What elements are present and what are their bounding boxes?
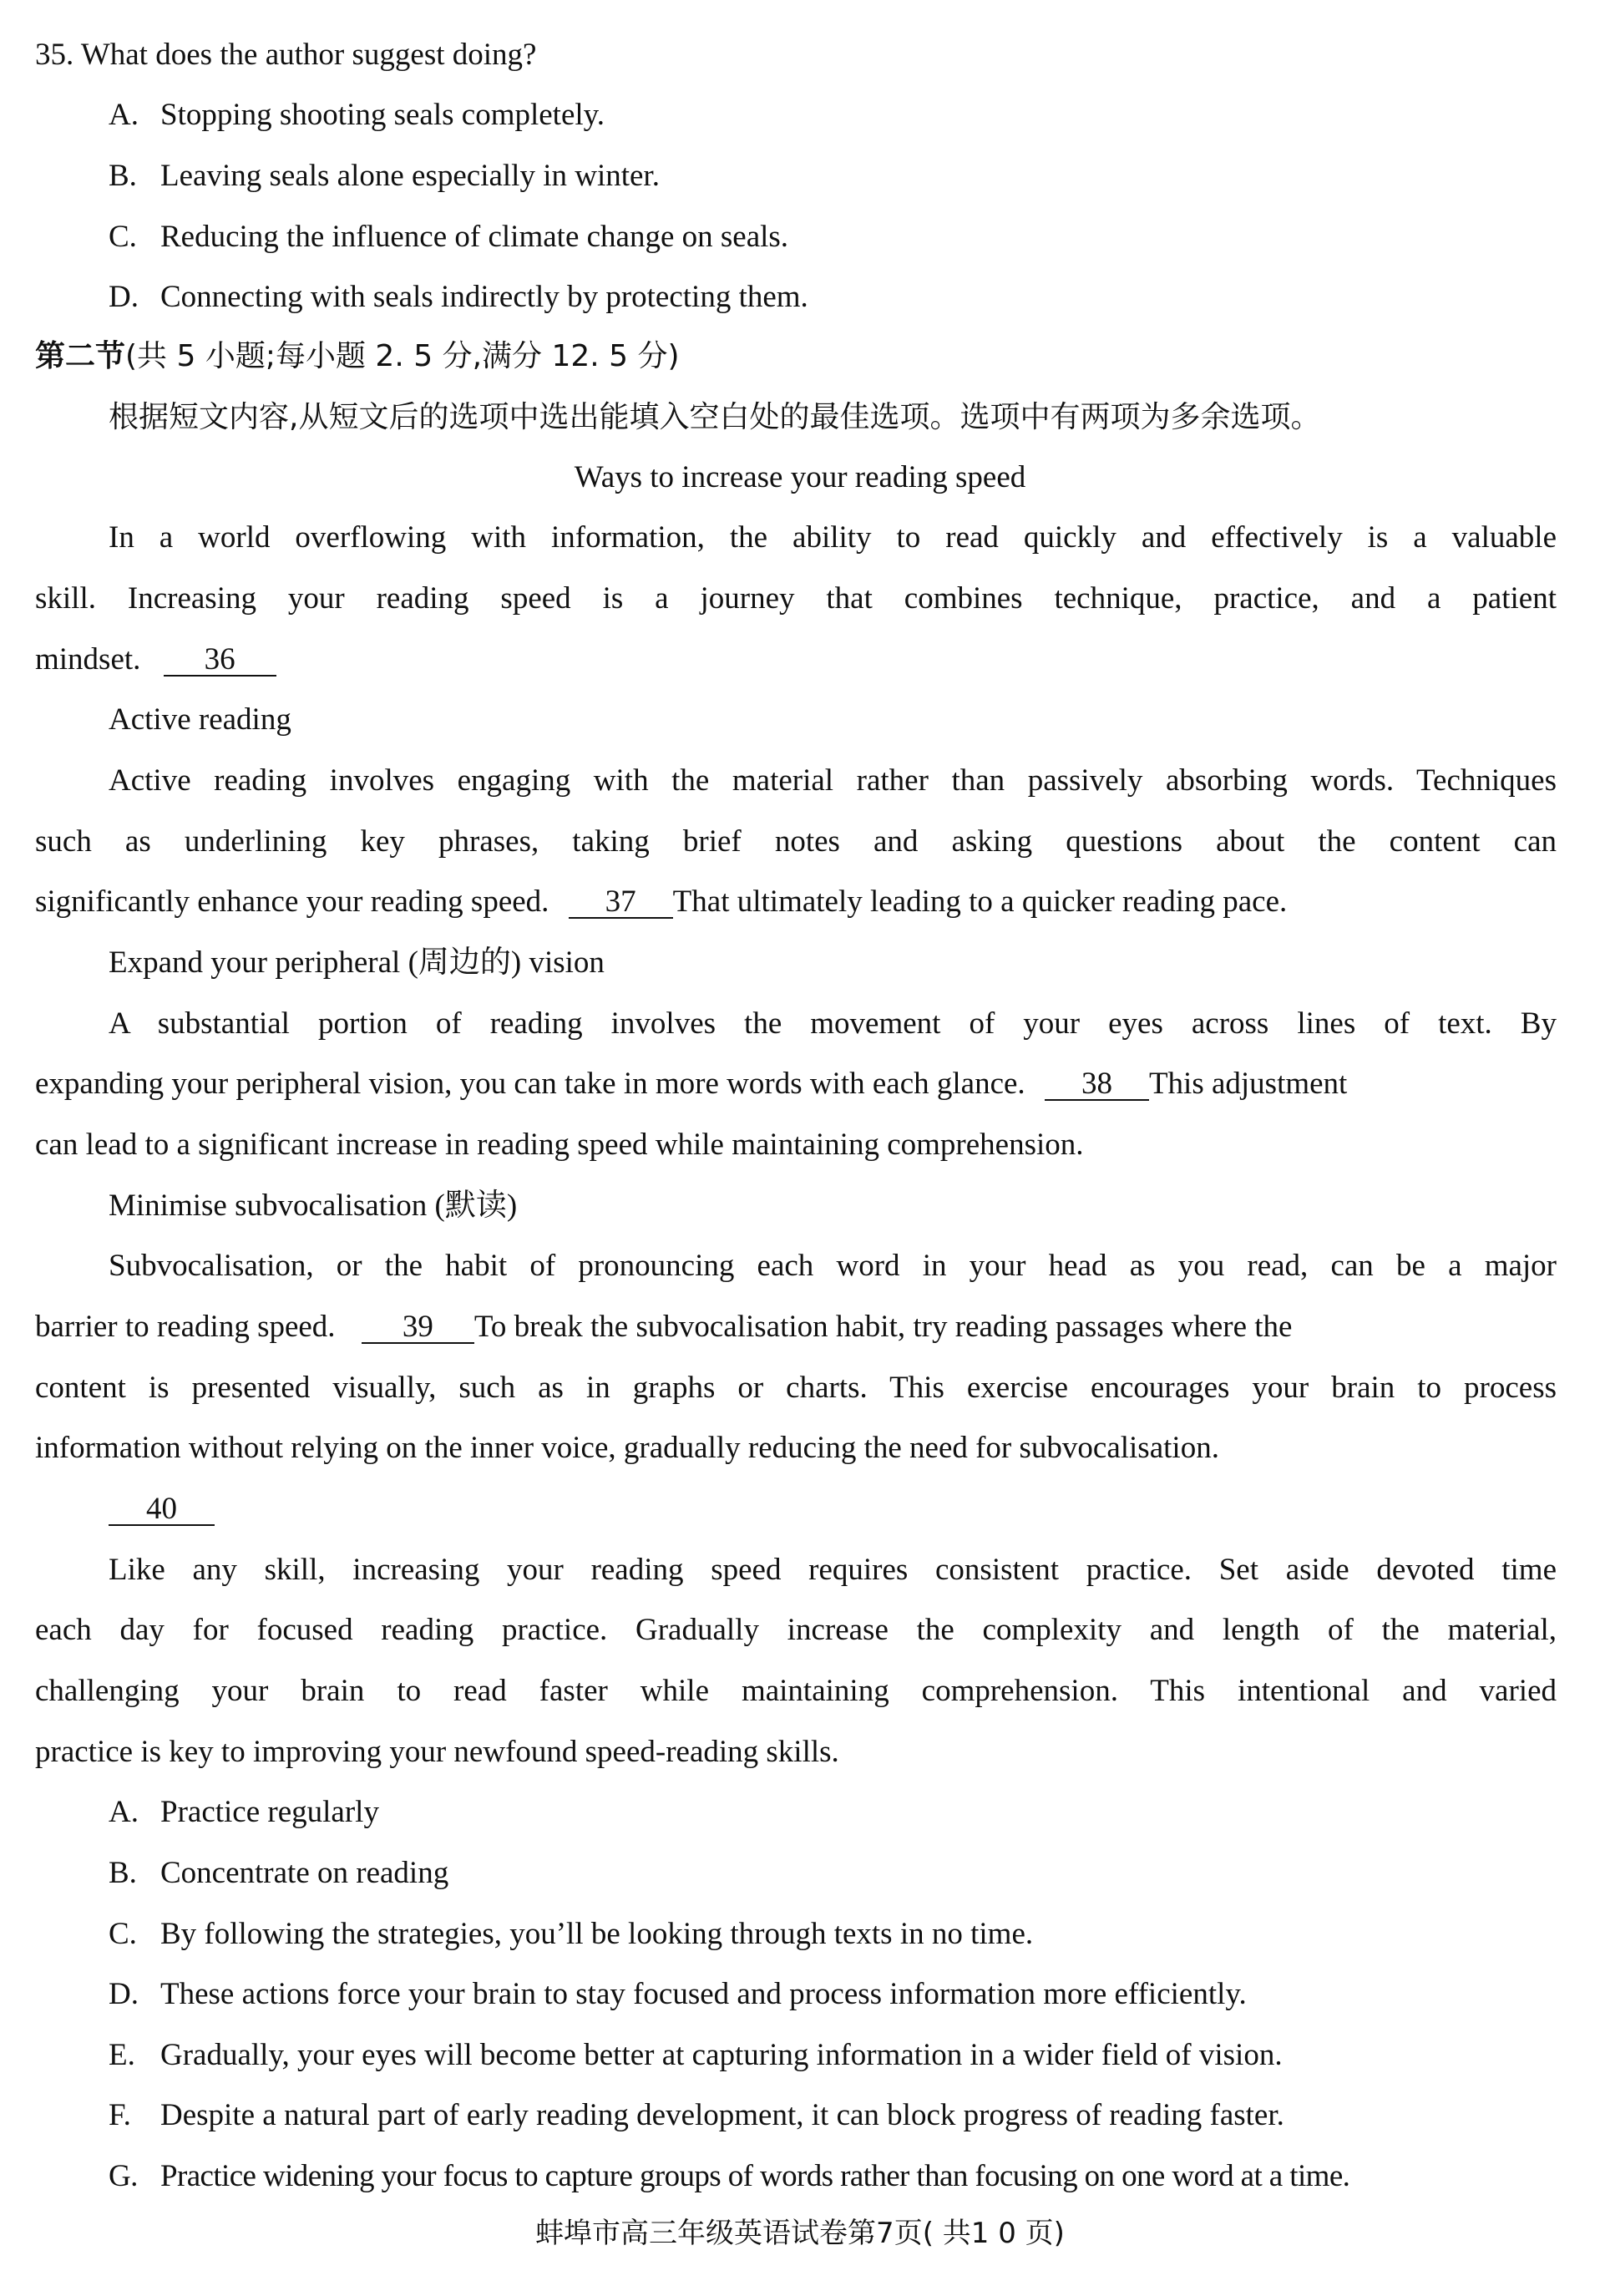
subheading-subvocalisation: Minimise subvocalisation (默读) (109, 1189, 518, 1223)
choice-label: D. (109, 1977, 139, 2011)
option-text: Reducing the influence of climate change on seals. (160, 220, 789, 254)
passage-text: To break the subvocalisation habit, try reading passages where the (473, 1310, 1293, 1344)
page-footer: 蚌埠市高三年级英语试卷第7页( 共1 0 页) (535, 2217, 1065, 2250)
passage-line (35, 884, 1557, 920)
section-heading-rest: (共 5 小题;每小题 2. 5 分,满分 12. 5 分) (125, 339, 680, 373)
passage-line: Like any skill, increasing your reading speed requires consistent practice. Set aside devoted time (109, 1553, 1557, 1587)
passage-line: can lead to a significant increase in reading speed while maintaining comprehension. (35, 1128, 1084, 1162)
choice-c[interactable] (109, 1916, 1557, 1953)
choice-text: These actions force your brain to stay focused and process information more efficiently. (160, 1977, 1247, 2011)
passage-line: Active reading involves engaging with the material rather than passively absorbing words. Techniques (109, 763, 1557, 798)
passage-line: skill. Increasing your reading speed is a journey that combines technique, practice, and a patient (35, 581, 1557, 616)
passage-text: significantly enhance your reading speed. (35, 884, 549, 919)
section-instruction: 根据短文内容,从短文后的选项中选出能填入空白处的最佳选项。选项中有两项为多余选项。 (109, 400, 1321, 434)
choice-a[interactable] (109, 1794, 1557, 1831)
section-heading (35, 338, 1557, 375)
passage-line (35, 1309, 1557, 1346)
passage-line: content is presented visually, such as in graphs or charts. This exercise encourages your brain to process (35, 1371, 1557, 1405)
choice-text: Practice widening your focus to capture groups of words rather than focusing on one word at a time. (160, 2159, 1350, 2193)
option-text: Connecting with seals indirectly by protecting them. (160, 280, 808, 314)
q35-stem: 35. What does the author suggest doing? (35, 38, 537, 72)
q35-option-b[interactable] (109, 158, 1557, 195)
blank-37[interactable]: 37 (569, 887, 673, 919)
option-label: B. (109, 159, 137, 193)
subheading-peripheral-vision: Expand your peripheral (周边的) vision (109, 945, 605, 980)
choice-label: C. (109, 1917, 137, 1951)
passage-line: challenging your brain to read faster while maintaining comprehension. This intentional and varied (35, 1674, 1557, 1708)
passage-line (35, 641, 1557, 678)
passage-line: practice is key to improving your newfound speed-reading skills. (35, 1735, 839, 1769)
blank-40[interactable]: 40 (109, 1494, 215, 1526)
choice-g[interactable] (109, 2158, 1557, 2195)
option-label: D. (109, 280, 139, 314)
passage-line: each day for focused reading practice. Gradually increase the complexity and length of the material, (35, 1613, 1557, 1647)
blank-39[interactable]: 39 (362, 1312, 474, 1344)
choice-b[interactable] (109, 1855, 1557, 1892)
passage-text: That ultimately leading to a quicker reading pace. (672, 884, 1288, 919)
q35-option-a[interactable] (109, 97, 1557, 134)
choice-f[interactable] (109, 2097, 1557, 2134)
passage-text: This adjustment (1148, 1067, 1348, 1101)
passage-title: Ways to increase your reading speed (574, 460, 1026, 494)
section-heading-bold: 第二节 (35, 339, 126, 373)
choice-text: Practice regularly (160, 1795, 379, 1829)
subheading-active-reading: Active reading (109, 702, 291, 737)
choice-text: Concentrate on reading (160, 1856, 449, 1890)
passage-line: such as underlining key phrases, taking brief notes and asking questions about the content can (35, 824, 1557, 859)
q35-option-d[interactable] (109, 279, 1557, 316)
choice-d[interactable] (109, 1976, 1557, 2013)
choice-label: F. (109, 2098, 131, 2132)
passage-line: In a world overflowing with information, the ability to read quickly and effectively is a valuable (109, 520, 1557, 555)
blank-38[interactable]: 38 (1045, 1069, 1149, 1101)
choice-label: G. (109, 2159, 138, 2193)
passage-line: Subvocalisation, or the habit of pronouncing each word in your head as you read, can be a major (109, 1249, 1557, 1283)
option-label: C. (109, 220, 137, 254)
passage-text: mindset. (35, 642, 141, 677)
option-label: A. (109, 98, 139, 132)
choice-text: Gradually, your eyes will become better at capturing information in a wider field of vision. (160, 2038, 1283, 2072)
option-text: Stopping shooting seals completely. (160, 98, 605, 132)
choice-label: A. (109, 1795, 139, 1829)
choice-e[interactable] (109, 2037, 1557, 2074)
choice-text: By following the strategies, you’ll be looking through texts in no time. (160, 1917, 1034, 1951)
passage-line (109, 1491, 1557, 1528)
option-text: Leaving seals alone especially in winter. (160, 159, 660, 193)
choice-label: B. (109, 1856, 137, 1890)
choice-label: E. (109, 2038, 135, 2072)
passage-text: expanding your peripheral vision, you can take in more words with each glance. (35, 1067, 1025, 1101)
blank-36[interactable]: 36 (164, 645, 276, 677)
q35-option-c[interactable] (109, 219, 1557, 256)
passage-text: barrier to reading speed. (35, 1310, 336, 1344)
passage-line: A substantial portion of reading involves the movement of your eyes across lines of text. By (109, 1006, 1557, 1041)
passage-line: information without relying on the inner voice, gradually reducing the need for subvocalisation. (35, 1431, 1219, 1465)
passage-line (35, 1066, 1557, 1102)
choice-text: Despite a natural part of early reading development, it can block progress of reading faster. (160, 2098, 1284, 2132)
